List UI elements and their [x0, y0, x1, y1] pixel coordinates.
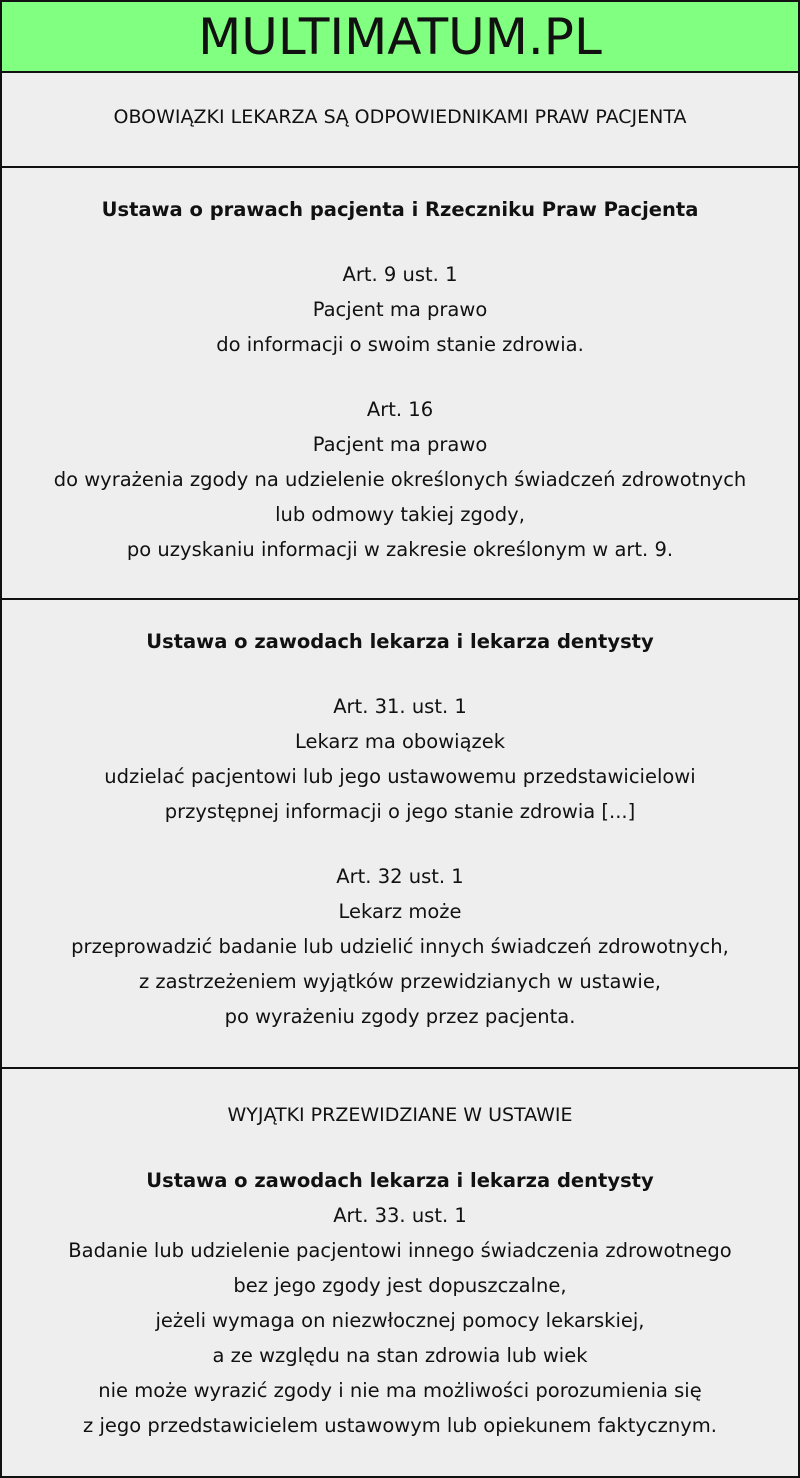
article-line: przeprowadzić badanie lub udzielić innych świadczeń zdrowotnych,: [71, 935, 729, 958]
article-ref: Art. 16: [366, 398, 434, 421]
article-line: jeżeli wymaga on niezwłocznej pomocy lekarskiej,: [155, 1309, 645, 1332]
article-line: z zastrzeżeniem wyjątków przewidzianych w ustawie,: [138, 970, 662, 993]
section-heading: Ustawa o prawach pacjenta i Rzeczniku Praw Pacjenta: [101, 198, 699, 221]
article-line: Pacjent ma prawo: [312, 433, 488, 456]
exceptions-section: [0, 1067, 800, 1478]
article-line: po uzyskaniu informacji w zakresie określonym w art. 9.: [126, 538, 674, 561]
article-line: Badanie lub udzielenie pacjentowi innego świadczenia zdrowotnego: [68, 1239, 732, 1262]
article-line: nie może wyrazić zgody i nie ma możliwości porozumienia się: [98, 1379, 702, 1402]
article-line: Lekarz może: [338, 900, 462, 923]
doctor-duties-section: [0, 598, 800, 1069]
exceptions-title: WYJĄTKI PRZEWIDZIANE W USTAWIE: [227, 1104, 573, 1126]
article-line: udzielać pacjentowi lub jego ustawowemu przedstawicielowi: [104, 765, 696, 788]
article-line: bez jego zgody jest dopuszczalne,: [233, 1274, 567, 1297]
article-line: do informacji o swoim stanie zdrowia.: [216, 333, 584, 356]
article-line: przystępnej informacji o jego stanie zdrowia [...]: [164, 800, 636, 823]
article-line: lub odmowy takiej zgody,: [275, 503, 525, 526]
article-line: a ze względu na stan zdrowia lub wiek: [212, 1344, 588, 1367]
section-heading: Ustawa o zawodach lekarza i lekarza dentysty: [146, 630, 654, 653]
article-ref: Art. 32 ust. 1: [336, 865, 464, 888]
article-ref: Art. 9 ust. 1: [342, 263, 458, 286]
section-heading: Ustawa o zawodach lekarza i lekarza dentysty: [146, 1169, 654, 1192]
article-line: do wyrażenia zgody na udzielenie określonych świadczeń zdrowotnych: [53, 468, 747, 491]
article-ref: Art. 31. ust. 1: [333, 695, 467, 718]
article-line: po wyrażeniu zgody przez pacjenta.: [224, 1005, 576, 1028]
site-title: MULTIMATUM.PL: [198, 8, 602, 66]
article-ref: Art. 33. ust. 1: [333, 1204, 467, 1227]
intro-box: [0, 71, 800, 168]
article-line: Pacjent ma prawo: [312, 298, 488, 321]
site-header: [0, 0, 800, 73]
article-line: z jego przedstawicielem ustawowym lub opiekunem faktycznym.: [83, 1414, 717, 1437]
article-line: Lekarz ma obowiązek: [294, 730, 506, 753]
patient-rights-section: [0, 166, 800, 600]
intro-text: OBOWIĄZKI LEKARZA SĄ ODPOWIEDNIKAMI PRAW PACJENTA: [113, 106, 687, 128]
